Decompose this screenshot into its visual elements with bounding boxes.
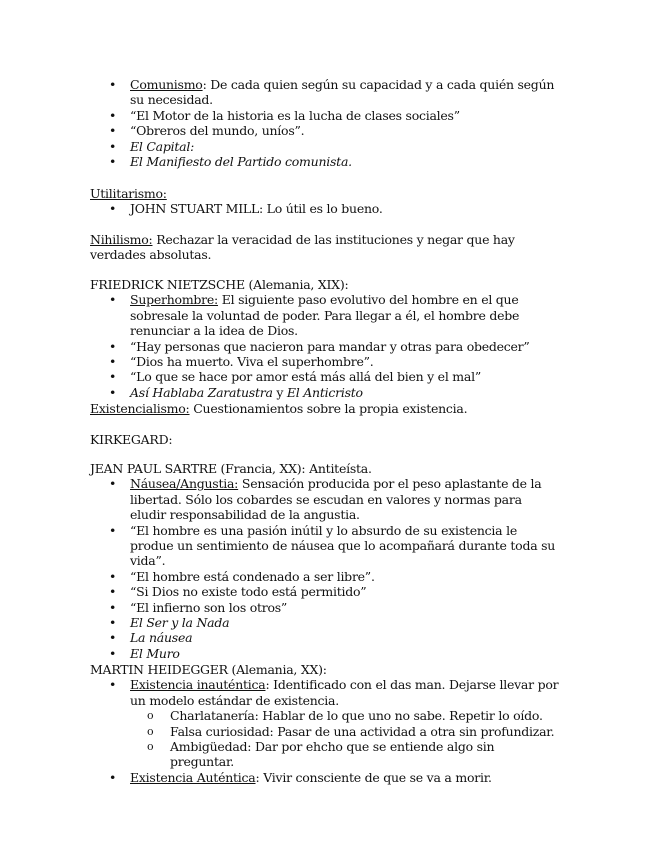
nietzsche-list [90,292,560,400]
list-item [90,600,560,615]
work-title: La náusea [130,630,193,646]
heading-kirkegard: KIRKEGARD: [90,432,173,447]
list-item-text: “El Motor de la historia es la lucha de clases sociales” [130,107,460,123]
list-item-text: “Hay personas que nacieron para mandar y otras para obedecer” [130,338,530,354]
term-existencia-autentica: Existencia Auténtica [130,769,256,785]
heidegger-section [90,662,560,785]
list-item [90,677,560,769]
list-item [90,615,560,630]
sartre-section [90,461,560,661]
kirkegard-section [90,432,560,447]
list-item-text: “Obreros del mundo, uníos”. [130,123,305,139]
work-title: El Ser y la Nada [130,615,230,631]
heidegger-sublist [90,708,560,770]
list-item [90,354,560,369]
list-item [90,584,560,599]
list-item [90,385,560,400]
nietzsche-section [90,277,560,400]
sub-list-item [90,739,560,770]
list-item-text: Sensación producida por el peso aplastante de la libertad. Sólo los cobardes se escudan en valores y normas para eludir responsabilidad de la angustia. [130,476,542,523]
list-item [90,139,560,154]
connector-text: y [272,384,287,400]
sartre-list [90,476,560,661]
list-item-text: : Identificado con el das man. Dejarse llevar por un modelo estándar de existencia. [130,677,559,708]
sub-list-item-text: Charlatanería: Hablar de lo que uno no sabe. Repetir lo oído. [170,708,543,724]
utilitarismo-section [90,186,560,217]
work-title: El Manifiesto del Partido comunista. [130,154,352,170]
list-item [90,123,560,138]
list-item [90,523,560,569]
list-item [90,339,560,354]
heading-sartre: JEAN PAUL SARTRE (Francia, XX): Antiteísta. [90,461,372,476]
term-superhombre: Superhombre: [130,292,219,308]
list-item [90,154,560,169]
list-item [90,201,560,216]
list-item-text: : De cada quien según su capacidad y a cada quién según su necesidad. [130,77,555,108]
list-item [90,369,560,384]
sub-list-item-text: Falsa curiosidad: Pasar de una actividad a otra sin profundizar. [170,723,555,739]
heading-heidegger: MARTIN HEIDEGGER (Alemania, XX): [90,662,327,677]
list-item [90,77,560,108]
heading-nietzsche: FRIEDRICK NIETZSCHE (Alemania, XIX): [90,277,349,292]
work-title: El Capital: [130,138,195,154]
list-item-text: : Vivir consciente de que se va a morir. [255,769,492,785]
comunismo-list [90,77,560,169]
list-item-text: “El hombre es una pasión inútil y lo absurdo de su existencia le produe un sentimiento de náusea que lo acompañará durante toda su vida”. [130,522,556,569]
term-nihilismo: Nihilismo: [90,232,153,247]
term-existencia-inautentica: Existencia inauténtica [130,677,266,693]
sub-list-item-text: Ambigüedad: Dar por ehcho que se entiende algo sin preguntar. [170,739,495,770]
list-item [90,630,560,645]
list-item-text: “Lo que se hace por amor está más allá del bien y el mal” [130,369,481,385]
definition-text: Rechazar la veracidad de las instituciones y negar que hay verdades absolutas. [90,232,515,263]
list-item-text: “Si Dios no existe todo está permitido” [130,584,367,600]
list-item [90,292,560,338]
existencialismo-section [90,401,560,416]
term-nausea-angustia: Náusea/Angustia: [130,476,239,492]
heading-utilitarismo: Utilitarismo: [90,186,167,201]
list-item [90,569,560,584]
term-comunismo: Comunismo [130,77,203,92]
work-title: El Muro [130,645,180,661]
comunismo-section [90,77,560,169]
sub-list-item [90,724,560,739]
term-existencialismo: Existencialismo: [90,401,190,416]
nihilismo-section [90,232,560,263]
list-item [90,646,560,661]
list-item-text: “Dios ha muerto. Viva el superhombre”. [130,354,374,370]
work-title: Así Hablaba Zaratustra [130,384,273,400]
list-item [90,476,560,522]
definition-text: Cuestionamientos sobre la propia existencia. [189,401,468,416]
list-item-text: “El hombre está condenado a ser libre”. [130,568,375,584]
work-title: El Anticristo [286,384,363,400]
list-item-text: JOHN STUART MILL: Lo útil es lo bueno. [130,201,383,217]
list-item [90,770,560,785]
list-item [90,108,560,123]
heidegger-list [90,677,560,785]
list-item-text: El siguiente paso evolutivo del hombre en el que sobresale la voluntad de poder. Para llegar a él, el hombre debe renunciar a la idea de Dios. [130,292,520,339]
sub-list-item [90,708,560,723]
list-item-text: “El infierno son los otros” [130,599,288,615]
utilitarismo-list [90,201,560,216]
